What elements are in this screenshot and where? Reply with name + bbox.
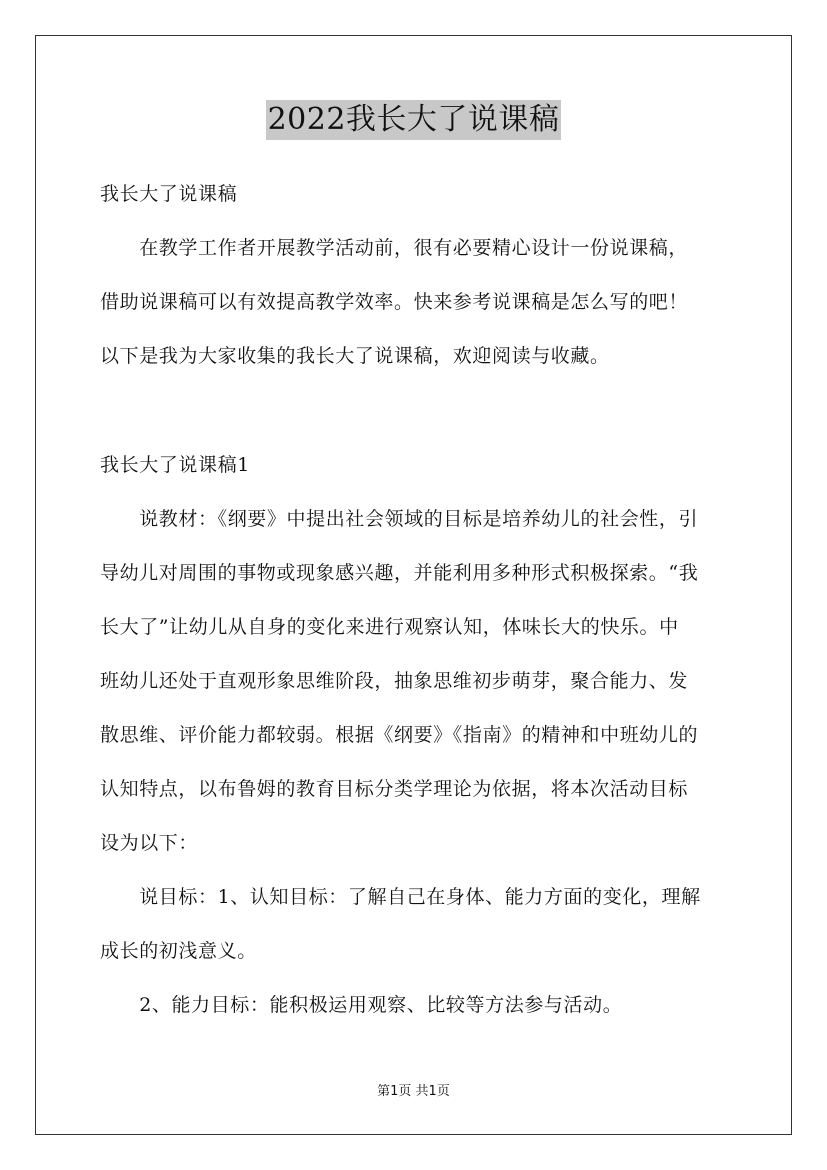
paragraph-line: 长大了”让幼儿从自身的变化来进行观察认知，体味长大的快乐。中	[100, 616, 679, 638]
title-container	[0, 100, 827, 140]
paragraph-line: 说目标：1、认知目标：了解自己在身体、能力方面的变化，理解	[100, 886, 701, 908]
paragraph-line: 在教学工作者开展教学活动前，很有必要精心设计一份说课稿，	[100, 237, 689, 259]
paragraph-line: 班幼儿还处于直观形象思维阶段，抽象思维初步萌芽，聚合能力、发	[100, 670, 689, 692]
paragraph-line: 借助说课稿可以有效提高教学效率。快来参考说课稿是怎么写的吧！	[100, 291, 689, 313]
paragraph-line: 设为以下：	[100, 832, 199, 854]
document-title: 2022我长大了说课稿	[266, 100, 562, 140]
paragraph-line: 说教材：《纲要》中提出社会领域的目标是培养幼儿的社会性，引	[100, 508, 699, 530]
paragraph-line: 以下是我为大家收集的我长大了说课稿，欢迎阅读与收藏。	[100, 345, 610, 367]
paragraph-line: 导幼儿对周围的事物或现象感兴趣，并能利用多种形式积极探索。“我	[100, 562, 699, 584]
paragraph-line: 认知特点，以布鲁姆的教育目标分类学理论为依据，将本次活动目标	[100, 778, 689, 800]
paragraph-line: 2、能力目标：能积极运用观察、比较等方法参与活动。	[100, 994, 623, 1016]
paragraph-line: 成长的初浅意义。	[100, 940, 257, 962]
page-footer: 第1页 共1页	[377, 1084, 450, 1099]
section-heading: 我长大了说课稿	[100, 183, 238, 205]
section-heading: 我长大了说课稿1	[100, 454, 250, 476]
paragraph-line: 散思维、评价能力都较弱。根据《纲要》《指南》的精神和中班幼儿的	[100, 724, 699, 746]
